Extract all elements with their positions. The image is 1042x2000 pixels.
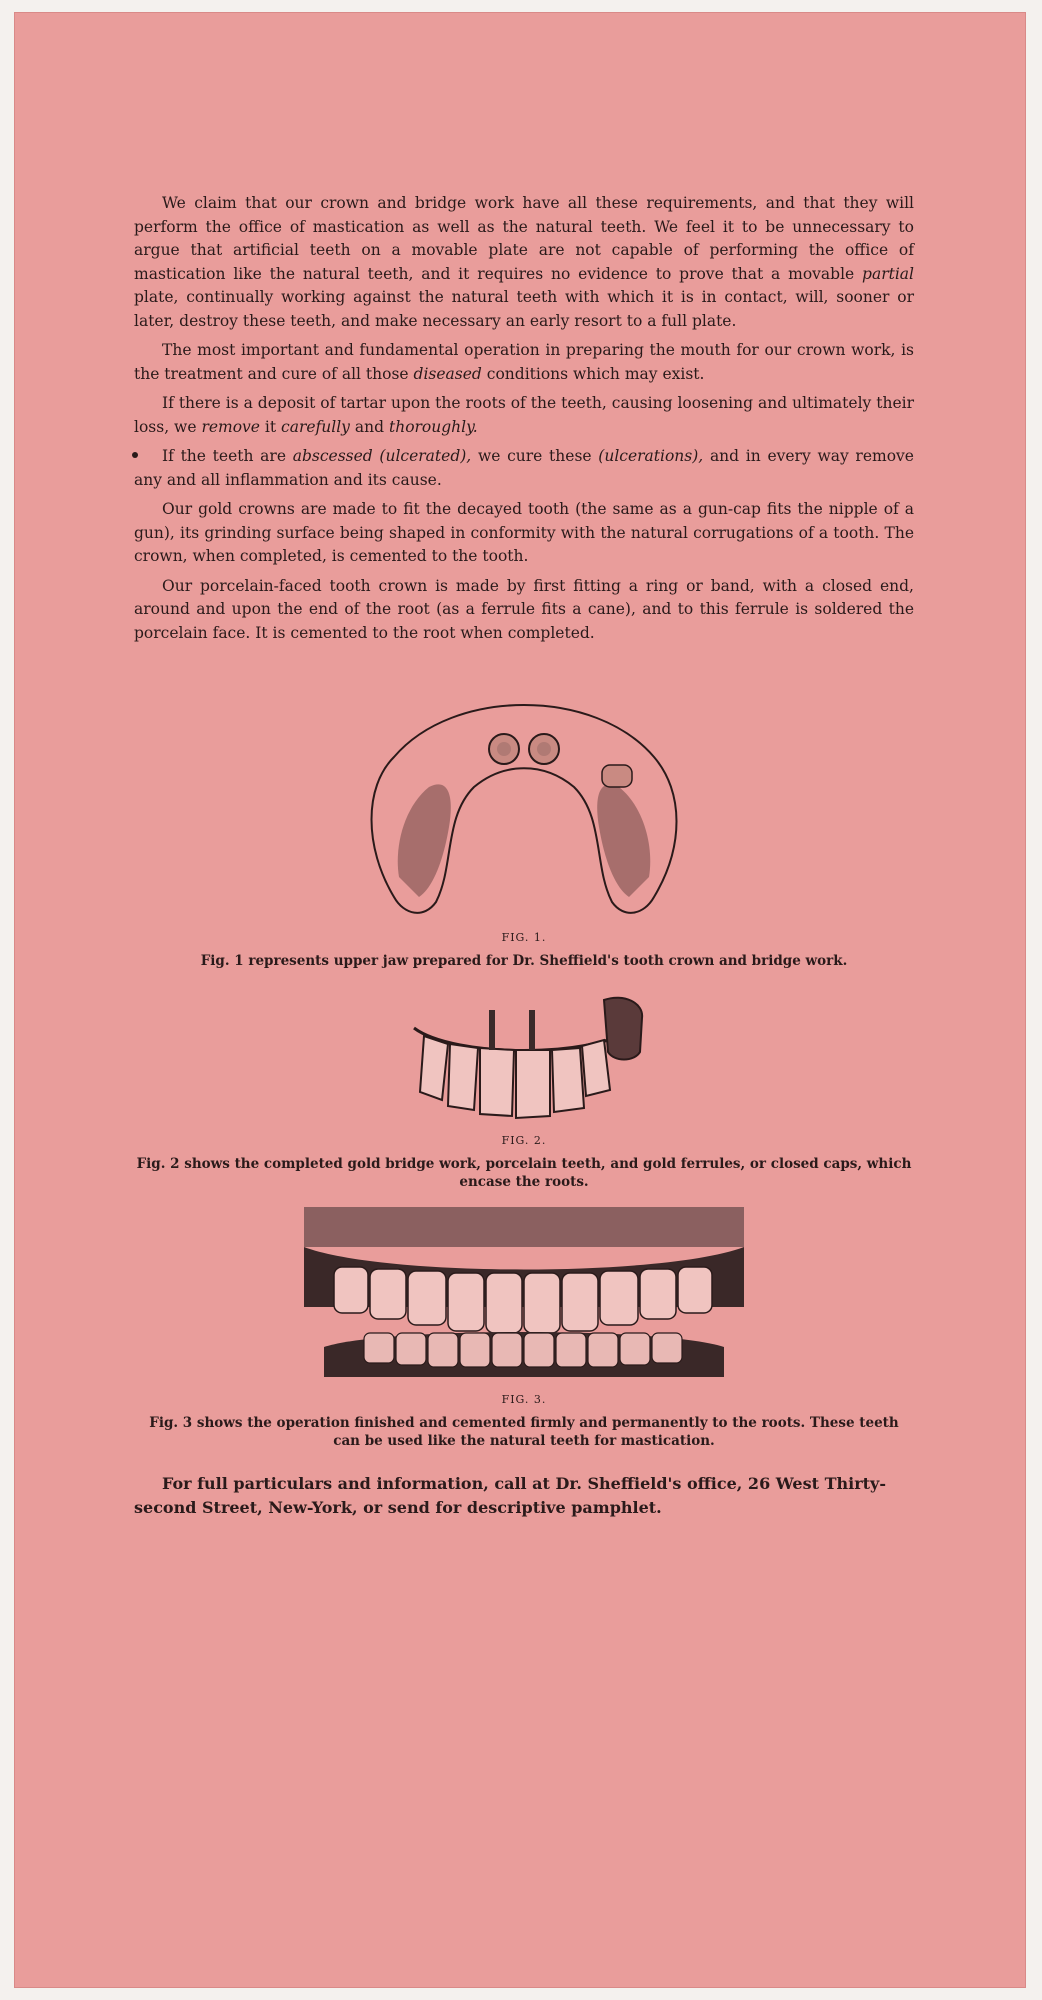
figure-3-label: FIG. 3. bbox=[501, 1393, 547, 1406]
figure-3-caption: Fig. 3 shows the operation finished and cemented firmly and permanently to the roots. These teeth can be used like the natural teeth for mastication. bbox=[149, 1415, 899, 1449]
finished-teeth-illustration bbox=[304, 1207, 744, 1387]
figure-3 bbox=[134, 1207, 914, 1450]
bridge-work-illustration bbox=[394, 988, 654, 1128]
paragraph-requirements: We claim that our crown and bridge work have all these requirements, and that they will perform the office of mastication as well as the natural teeth. We feel it to be unnecessary to argue that artificial teeth on a movable plate are not capable of performing the office of mastication like the natural teeth, and it requires no evidence to prove that a movable partial plate, continually working against the natural teeth with which it is in contact, will, sooner or later, destroy these teeth, and make necessary an early resort to a full plate. bbox=[134, 194, 914, 330]
pamphlet-content bbox=[134, 192, 914, 1520]
figure-2-label: FIG. 2. bbox=[501, 1134, 547, 1147]
figure-2 bbox=[134, 988, 914, 1191]
figure-2-caption: Fig. 2 shows the completed gold bridge work, porcelain teeth, and gold ferrules, or closed caps, which encase the roots. bbox=[136, 1156, 912, 1190]
contact-footer: For full particulars and information, call at Dr. Sheffield's office, 26 West Thirty-second Street, New-York, or send for descriptive pamphlet. bbox=[134, 1474, 886, 1517]
figure-1-label: FIG. 1. bbox=[501, 931, 547, 944]
paragraph-tartar: If there is a deposit of tartar upon the roots of the teeth, causing loosening and ultimately their loss, we remove it carefully and thoroughly. bbox=[134, 394, 914, 436]
upper-jaw-illustration bbox=[354, 697, 694, 925]
figure-1 bbox=[134, 697, 914, 970]
figure-1-caption: Fig. 1 represents upper jaw prepared for Dr. Sheffield's tooth crown and bridge work. bbox=[200, 953, 848, 969]
paragraph-gold-crowns: Our gold crowns are made to fit the decayed tooth (the same as a gun-cap fits the nipple of a gun), its grinding surface being shaped in conformity with the natural corrugations of a tooth. The crown, when completed, is cemented to the tooth. bbox=[134, 500, 914, 565]
paragraph-abscessed: If the teeth are abscessed (ulcerated), we cure these (ulcerations), and in every way remove any and all inflammation and its cause. bbox=[134, 447, 914, 489]
paragraph-fundamental-operation: The most important and fundamental operation in preparing the mouth for our crown work, is the treatment and cure of all those diseased conditions which may exist. bbox=[134, 341, 914, 383]
paragraph-porcelain-crown: Our porcelain-faced tooth crown is made by first fitting a ring or band, with a closed end, around and upon the end of the root (as a ferrule fits a cane), and to this ferrule is soldered the porcelain face. It is cemented to the root when completed. bbox=[134, 576, 914, 642]
